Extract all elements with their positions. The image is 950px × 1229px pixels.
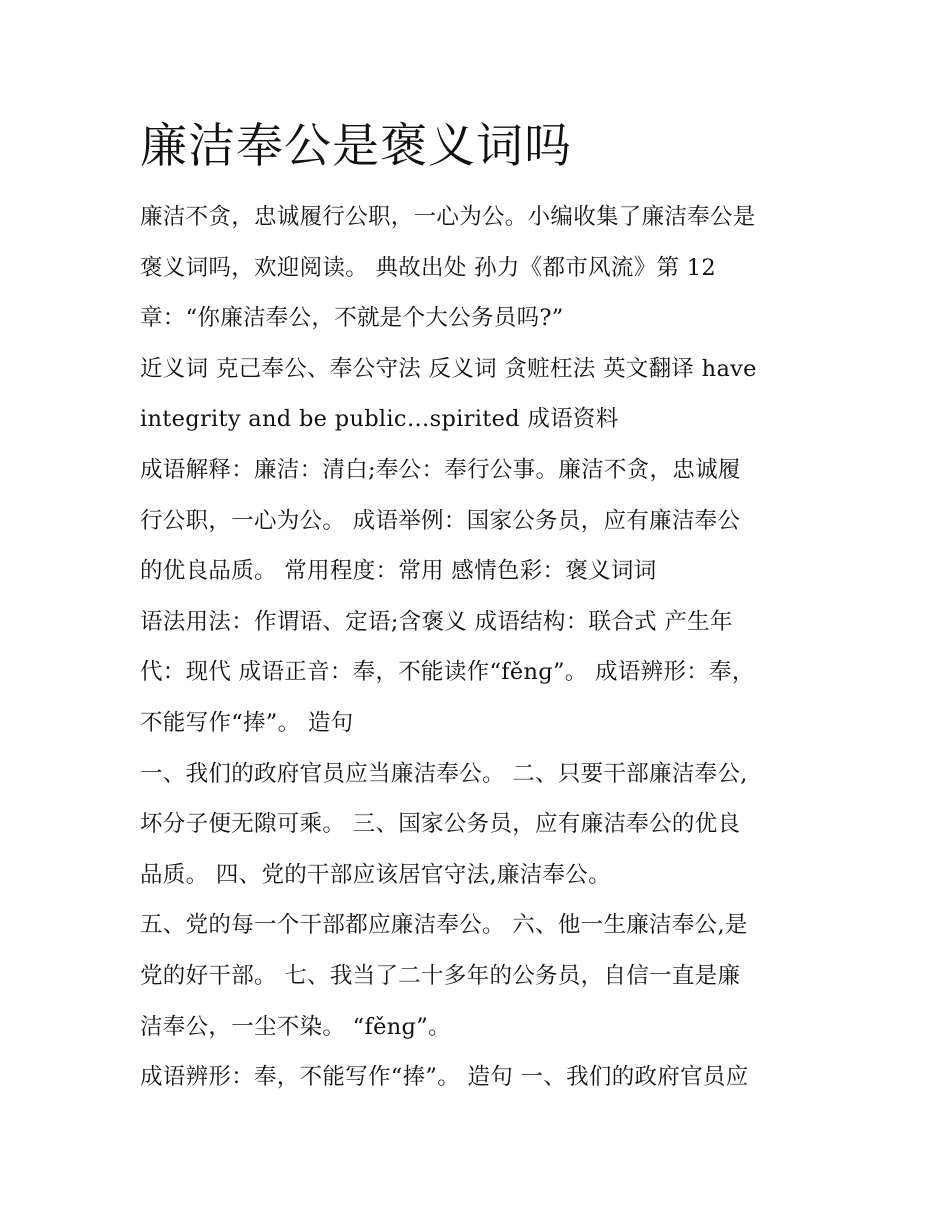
text-line: 褒义词吗，欢迎阅读。 典故出处 孙力《都市风流》第 12 — [140, 254, 716, 281]
text-line: 代：现代 成语正音：奉，不能读作“fěnɡ”。 成语辨形：奉， — [140, 659, 755, 686]
text-line: 行公职，一心为公。 成语举例：国家公务员，应有廉洁奉公 — [140, 507, 741, 534]
text-line: 一、我们的政府官员应当廉洁奉公。 二、只要干部廉洁奉公, — [140, 760, 748, 787]
page-title: 廉洁奉公是褒义词吗 — [140, 119, 572, 174]
text-line: 坏分子便无隙可乘。 三、国家公务员，应有廉洁奉公的优良 — [140, 811, 741, 838]
document-page — [140, 112, 830, 1103]
text-line: 廉洁不贪，忠诚履行公职，一心为公。小编收集了廉洁奉公是 — [140, 204, 756, 230]
text-line: 不能写作“捧”。 造句 — [140, 709, 354, 736]
text-line: 语法用法：作谓语、定语;含褒义 成语结构：联合式 产生年 — [140, 608, 733, 635]
text-line: 近义词 克己奉公、奉公守法 反义词 贪赃枉法 英文翻译 have — [140, 355, 757, 382]
text-line: 党的好干部。 七、我当了二十多年的公务员，自信一直是廉 — [140, 962, 741, 989]
text-line: 章：“你廉洁奉公，不就是个大公务员吗?” — [140, 305, 564, 332]
text-line: 五、党的每一个干部都应廉洁奉公。 六、他一生廉洁奉公,是 — [140, 912, 748, 939]
text-line: 的优良品质。 常用程度：常用 感情色彩：褒义词词 — [140, 558, 657, 585]
text-line: 成语解释：廉洁：清白;奉公：奉行公事。廉洁不贪，忠诚履 — [140, 456, 741, 483]
text-line: 品质。 四、党的干部应该居官守法,廉洁奉公。 — [140, 861, 611, 888]
text-line: 洁奉公，一尘不染。 “fěnɡ”。 — [140, 1013, 451, 1040]
document-body — [140, 192, 830, 1103]
text-line: integrity and be public…spirited 成语资料 — [140, 406, 619, 433]
text-line: 成语辨形：奉，不能写作“捧”。 造句 一、我们的政府官员应 — [140, 1064, 749, 1091]
